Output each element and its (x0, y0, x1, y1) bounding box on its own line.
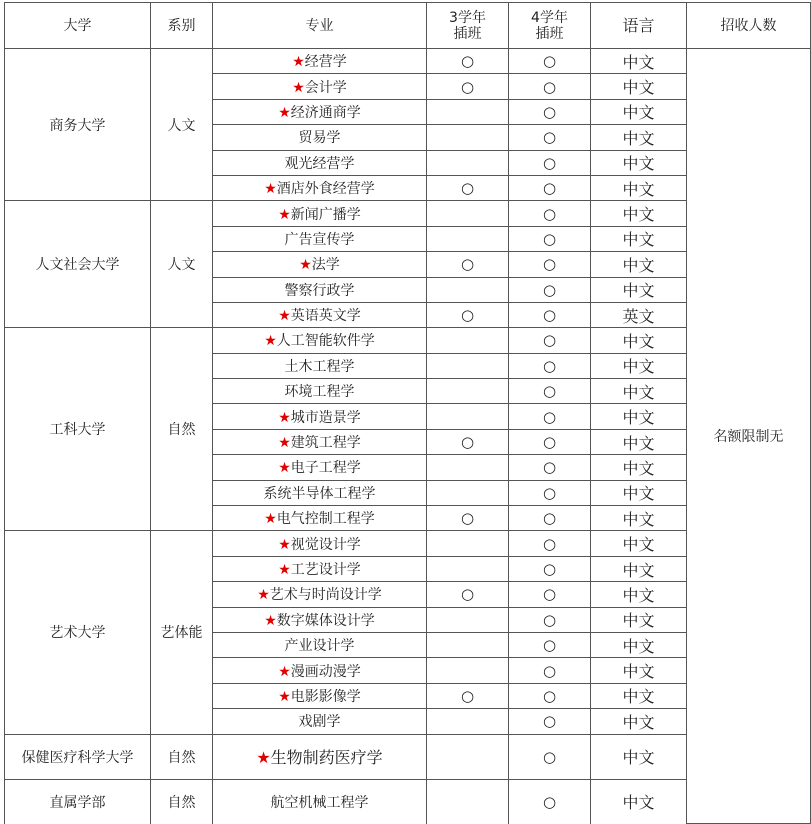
transfer-4-cell (509, 709, 591, 734)
major-cell (213, 150, 427, 175)
circle-mark-icon: ○ (542, 382, 557, 401)
circle-mark-icon: ○ (542, 407, 557, 426)
circle-mark-icon: ○ (542, 534, 557, 553)
language-cell: 中文 (591, 683, 687, 708)
star-icon: ★ (278, 409, 291, 426)
major-name: 航空机械工程学 (270, 794, 369, 811)
circle-mark-icon: ○ (542, 204, 557, 223)
star-icon: ★ (257, 587, 270, 604)
transfer-3-cell (427, 175, 509, 200)
department-cell: 自然 (151, 734, 213, 779)
transfer-3-cell (427, 480, 509, 505)
star-icon: ★ (292, 79, 305, 96)
star-icon: ★ (264, 612, 277, 629)
transfer-4-cell (509, 175, 591, 200)
major-cell (213, 480, 427, 505)
language-cell: 中文 (591, 252, 687, 277)
transfer-3-cell (427, 734, 509, 779)
transfer-4-cell (509, 353, 591, 378)
major-cell (213, 125, 427, 150)
major-cell (213, 252, 427, 277)
transfer-3-cell (427, 429, 509, 454)
circle-mark-icon: ○ (542, 128, 557, 147)
star-icon: ★ (264, 181, 277, 198)
major-cell (213, 49, 427, 74)
language-cell: 中文 (591, 99, 687, 124)
header-row (5, 3, 811, 49)
star-icon: ★ (278, 308, 291, 325)
transfer-4-cell (509, 125, 591, 150)
quota-cell: 名额限制无 (687, 49, 811, 824)
header-transfer-4: 4学年 插班 (509, 3, 591, 49)
star-icon: ★ (278, 206, 291, 223)
language-cell: 中文 (591, 531, 687, 556)
major-cell (213, 734, 427, 779)
major-name: 工艺设计学 (290, 562, 361, 578)
language-cell: 中文 (591, 734, 687, 779)
major-name: 会计学 (304, 79, 347, 96)
transfer-3-cell (427, 74, 509, 99)
language-cell: 中文 (591, 404, 687, 429)
university-cell: 直属学部 (5, 779, 151, 824)
department-cell: 艺体能 (151, 531, 213, 734)
transfer-4-cell (509, 734, 591, 779)
circle-mark-icon: ○ (542, 610, 557, 629)
transfer-4-cell (509, 49, 591, 74)
transfer-3-cell (427, 328, 509, 353)
circle-mark-icon: ○ (460, 77, 475, 96)
transfer-4-cell (509, 429, 591, 454)
transfer-4-cell (509, 379, 591, 404)
transfer-4-cell (509, 683, 591, 708)
major-name: 环境工程学 (284, 384, 355, 401)
university-cell: 艺术大学 (5, 531, 151, 734)
circle-mark-icon: ○ (542, 280, 557, 299)
transfer-4-cell (509, 404, 591, 429)
language-cell: 中文 (591, 607, 687, 632)
transfer-4-cell (509, 506, 591, 531)
circle-mark-icon: ○ (460, 179, 475, 198)
transfer-4-cell (509, 201, 591, 226)
star-icon: ★ (278, 536, 291, 553)
language-cell: 中文 (591, 709, 687, 734)
circle-mark-icon: ○ (542, 686, 557, 705)
major-name: 酒店外食经营学 (276, 181, 375, 198)
circle-mark-icon: ○ (542, 77, 557, 96)
language-cell: 中文 (591, 379, 687, 404)
language-cell: 中文 (591, 455, 687, 480)
transfer-3-cell (427, 506, 509, 531)
language-cell: 中文 (591, 226, 687, 251)
major-cell (213, 506, 427, 531)
major-cell (213, 226, 427, 251)
major-cell (213, 379, 427, 404)
circle-mark-icon: ○ (542, 255, 557, 274)
star-icon: ★ (264, 333, 277, 350)
major-name: 警察行政学 (284, 282, 355, 299)
circle-mark-icon: ○ (460, 52, 475, 71)
star-icon: ★ (278, 460, 291, 477)
transfer-4-cell (509, 328, 591, 353)
circle-mark-icon: ○ (542, 792, 557, 811)
star-icon: ★ (278, 663, 291, 680)
major-cell (213, 277, 427, 302)
department-cell: 人文 (151, 49, 213, 201)
transfer-3-cell (427, 582, 509, 607)
circle-mark-icon: ○ (542, 52, 557, 71)
header-language: 语言 (591, 3, 687, 49)
circle-mark-icon: ○ (460, 433, 475, 452)
major-cell (213, 353, 427, 378)
transfer-3-cell (427, 531, 509, 556)
university-cell: 商务大学 (5, 49, 151, 201)
language-cell: 中文 (591, 150, 687, 175)
transfer-4-cell (509, 556, 591, 581)
language-cell: 中文 (591, 658, 687, 683)
transfer-3-cell (427, 353, 509, 378)
major-name: 视觉设计学 (290, 536, 361, 553)
language-cell: 中文 (591, 429, 687, 454)
major-cell (213, 429, 427, 454)
major-name: 电子工程学 (290, 460, 361, 477)
major-cell (213, 779, 427, 824)
transfer-3-cell (427, 607, 509, 632)
transfer-4-cell (509, 150, 591, 175)
circle-mark-icon: ○ (542, 102, 557, 121)
major-name: 系统半导体工程学 (263, 485, 376, 502)
circle-mark-icon: ○ (542, 636, 557, 655)
language-cell: 英文 (591, 302, 687, 327)
header-transfer-3: 3学年 插班 (427, 3, 509, 49)
major-name: 经济通商学 (290, 104, 361, 121)
language-cell: 中文 (591, 74, 687, 99)
major-name: 英语英文学 (290, 308, 361, 325)
circle-mark-icon: ○ (542, 661, 557, 680)
table-row (5, 49, 811, 74)
transfer-3-cell (427, 779, 509, 824)
circle-mark-icon: ○ (542, 509, 557, 528)
transfer-3-cell (427, 277, 509, 302)
star-icon: ★ (278, 688, 291, 705)
language-cell: 中文 (591, 277, 687, 302)
transfer-3-cell (427, 125, 509, 150)
major-cell (213, 99, 427, 124)
circle-mark-icon: ○ (542, 585, 557, 604)
major-cell (213, 328, 427, 353)
major-name: 法学 (311, 257, 340, 274)
transfer-4-cell (509, 455, 591, 480)
transfer-4-cell (509, 779, 591, 824)
circle-mark-icon: ○ (460, 509, 475, 528)
transfer-3-cell (427, 302, 509, 327)
transfer-3-cell (427, 709, 509, 734)
star-icon: ★ (278, 435, 291, 452)
star-icon: ★ (256, 748, 271, 768)
star-icon: ★ (278, 104, 291, 121)
major-name: 贸易学 (298, 130, 341, 147)
transfer-3-cell (427, 658, 509, 683)
language-cell: 中文 (591, 201, 687, 226)
transfer-4-cell (509, 277, 591, 302)
major-cell (213, 709, 427, 734)
transfer-3-cell (427, 49, 509, 74)
circle-mark-icon: ○ (460, 585, 475, 604)
circle-mark-icon: ○ (542, 747, 557, 766)
major-cell (213, 683, 427, 708)
department-cell: 人文 (151, 201, 213, 328)
transfer-4-cell (509, 531, 591, 556)
transfer-3-cell (427, 201, 509, 226)
language-cell: 中文 (591, 632, 687, 657)
circle-mark-icon: ○ (542, 331, 557, 350)
header-quota: 招收人数 (687, 3, 811, 49)
major-cell (213, 607, 427, 632)
transfer-3-cell (427, 632, 509, 657)
department-cell: 自然 (151, 779, 213, 824)
university-cell: 人文社会大学 (5, 201, 151, 328)
language-cell: 中文 (591, 175, 687, 200)
major-name: 电气控制工程学 (276, 511, 375, 528)
major-name: 经营学 (304, 54, 347, 71)
transfer-3-cell (427, 404, 509, 429)
major-name: 数字媒体设计学 (276, 612, 375, 629)
transfer-4-cell (509, 99, 591, 124)
transfer-4-cell (509, 226, 591, 251)
transfer-3-cell (427, 226, 509, 251)
language-cell: 中文 (591, 582, 687, 607)
table-body (5, 49, 811, 824)
major-cell (213, 531, 427, 556)
language-cell: 中文 (591, 328, 687, 353)
transfer-4-cell (509, 74, 591, 99)
transfer-4-cell (509, 252, 591, 277)
major-cell (213, 201, 427, 226)
circle-mark-icon: ○ (542, 306, 557, 325)
major-cell (213, 658, 427, 683)
circle-mark-icon: ○ (542, 153, 557, 172)
star-icon: ★ (278, 562, 291, 578)
language-cell: 中文 (591, 779, 687, 824)
transfer-3-cell (427, 683, 509, 708)
language-cell: 中文 (591, 480, 687, 505)
transfer-4-cell (509, 582, 591, 607)
circle-mark-icon: ○ (542, 712, 557, 731)
language-cell: 中文 (591, 49, 687, 74)
transfer-4-cell (509, 607, 591, 632)
major-name: 生物制药医疗学 (270, 748, 383, 768)
major-name: 新闻广播学 (290, 206, 361, 223)
major-name: 漫画动漫学 (290, 663, 361, 680)
major-name: 人工智能软件学 (276, 333, 375, 350)
major-cell (213, 632, 427, 657)
major-name: 城市造景学 (290, 409, 361, 426)
major-cell (213, 404, 427, 429)
major-cell (213, 556, 427, 581)
major-cell (213, 302, 427, 327)
transfer-3-cell (427, 379, 509, 404)
transfer-3-cell (427, 252, 509, 277)
major-name: 戏剧学 (298, 714, 341, 731)
star-icon: ★ (264, 511, 277, 528)
university-cell: 工科大学 (5, 328, 151, 531)
admissions-table (4, 2, 811, 824)
language-cell: 中文 (591, 556, 687, 581)
star-icon: ★ (292, 54, 305, 71)
major-cell (213, 582, 427, 607)
transfer-3-cell (427, 455, 509, 480)
major-cell (213, 74, 427, 99)
transfer-4-cell (509, 480, 591, 505)
transfer-4-cell (509, 302, 591, 327)
circle-mark-icon: ○ (542, 483, 557, 502)
transfer-3-cell (427, 150, 509, 175)
major-cell (213, 175, 427, 200)
language-cell: 中文 (591, 125, 687, 150)
major-name: 电影影像学 (290, 688, 361, 705)
major-name: 建筑工程学 (290, 435, 361, 452)
major-name: 艺术与时尚设计学 (269, 587, 382, 604)
star-icon: ★ (299, 257, 312, 274)
department-cell: 自然 (151, 328, 213, 531)
transfer-3-cell (427, 99, 509, 124)
header-university: 大学 (5, 3, 151, 49)
transfer-4-cell (509, 632, 591, 657)
major-name: 土木工程学 (284, 358, 355, 375)
circle-mark-icon: ○ (460, 255, 475, 274)
transfer-4-cell (509, 658, 591, 683)
circle-mark-icon: ○ (460, 686, 475, 705)
major-cell (213, 455, 427, 480)
language-cell: 中文 (591, 353, 687, 378)
circle-mark-icon: ○ (542, 560, 557, 578)
circle-mark-icon: ○ (460, 306, 475, 325)
header-department: 系别 (151, 3, 213, 49)
circle-mark-icon: ○ (542, 433, 557, 452)
circle-mark-icon: ○ (542, 229, 557, 248)
university-cell: 保健医疗科学大学 (5, 734, 151, 779)
transfer-3-cell (427, 556, 509, 581)
header-major: 专业 (213, 3, 427, 49)
circle-mark-icon: ○ (542, 356, 557, 375)
circle-mark-icon: ○ (542, 458, 557, 477)
circle-mark-icon: ○ (542, 179, 557, 198)
major-name: 观光经营学 (284, 155, 355, 172)
major-name: 广告宣传学 (284, 231, 355, 248)
major-name: 产业设计学 (284, 638, 355, 655)
language-cell: 中文 (591, 506, 687, 531)
